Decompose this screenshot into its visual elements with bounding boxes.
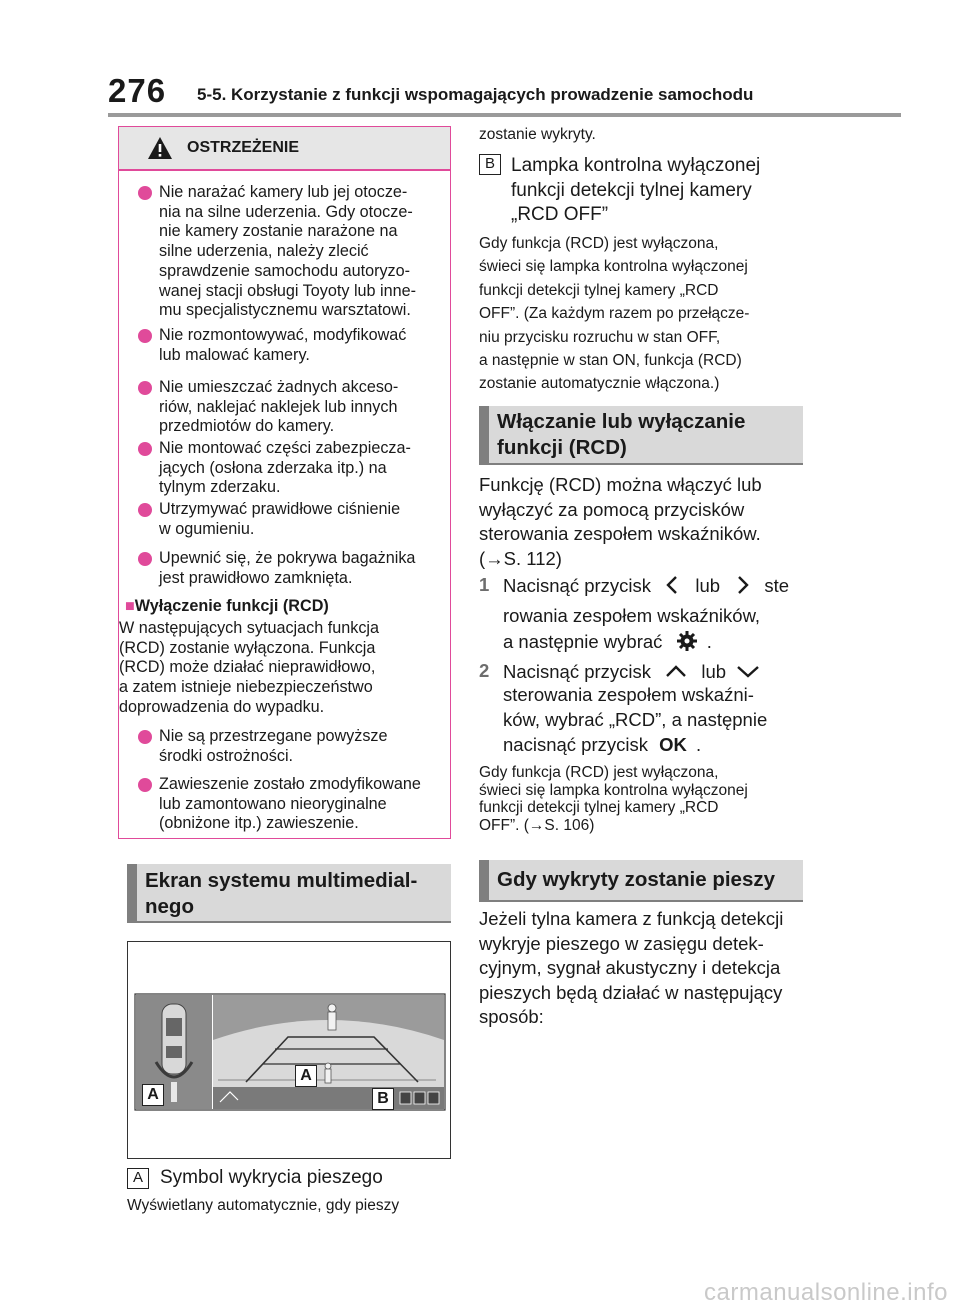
step-2-line-2: sterowania zespołem wskaźni- xyxy=(503,684,754,705)
figure-label-a-center: A xyxy=(295,1065,317,1087)
camera-view-illustration xyxy=(128,942,450,1158)
bullet-dot-icon xyxy=(138,778,152,792)
step-1-line-2: rowania zespołem wskaźników, xyxy=(503,605,761,626)
warning-header xyxy=(119,127,450,171)
item-b-description: Gdy funkcja (RCD) jest wyłączona, świeci się lampka kontrolna wyłączonej funkcji detekcji tylnej kamery „RCD OFF”. (Za każdym razem po przełącze- niu przycisku rozruchu w stan OFF, a następnie w stan ON, funkcja (RCD) zostanie automatycznie włączona.) xyxy=(479,235,750,393)
warning-bullet: Nie narażać kamery lub jej otocze- nia na silne uderzenia. Gdy otocze- nie kamery zostanie narażone na silne uderzenia, należy zlecić sprawdzenie samochodu autoryzo- wanej stacji obsługi Toyoty lub inne- mu specjalistycznemu warsztatowi. xyxy=(135,183,455,323)
page-number: 276 xyxy=(108,72,167,109)
item-b-title: Lampka kontrolna wyłączonej funkcji detekcji tylnej kamery „RCD OFF” xyxy=(511,155,761,225)
continuation-text: zostanie wykryty. xyxy=(479,126,596,143)
step-1-line-3: a następnie wybrać . xyxy=(503,631,712,652)
section-title: 5-5. Korzystanie z funkcji wspomagających prowadzenie samochodu xyxy=(197,85,754,104)
gear-icon xyxy=(676,630,698,652)
chevron-left-icon xyxy=(662,574,684,596)
warning-box: OSTRZEŻENIE Nie narażać kamery lub jej otocze- nia na silne uderzenia. Gdy otocze- nie kamery zostanie narażone na silne uderzenia, należy zlecić sprawdzenie samochodu autoryzo- wanej stacji obsługi Toyoty lub inne- mu specjalistycznemu warsztatowi. Nie rozmontowywać, modyfikować lub malować kamery. Nie umieszczać żadnych akceso- riów, naklejać naklejek lub innych przedmiotów do kamery. Nie montować części zabezpiecza- jących (osłona zderzaka itp.) na tylnym zderzaku. Utrzymywać prawidłowe ciśnienie w ogumieniu. Upewnić się, że pokrywa bagażnika jest prawidłowo zamknięta. ■Wyłączenie funkcji (RCD) W następujących sytuacjach funkcja (RCD) zostanie wyłączona. Funkcja (RCD) może działać nieprawidłowo, a zatem istnieje niebezpieczeństwo doprowadzenia do wypadku. Nie są przestrzegane powyższe środki ostrożności. Zawieszenie zostało zmodyfikowane lub zamontowano nieoryginalne (obniżone itp.) zawieszenie. xyxy=(118,126,451,839)
header-rule xyxy=(108,113,901,117)
section-heading-multimedia: Ekran systemu multimedial- nego xyxy=(127,864,451,923)
chevron-down-icon xyxy=(735,661,761,681)
item-label-a: A xyxy=(127,1168,149,1189)
item-a-description: Wyświetlany automatycznie, gdy pieszy xyxy=(127,1197,400,1214)
bullet-dot-icon xyxy=(138,730,152,744)
step-2-line-1: Nacisnąć przycisk lub xyxy=(503,660,765,685)
section-heading-pedestrian: Gdy wykryty zostanie pieszy xyxy=(479,860,803,902)
ok-button-icon: OK xyxy=(659,734,687,755)
watermark: carmanualsonline.info xyxy=(704,1279,948,1306)
warning-subheading: ■Wyłączenie funkcji (RCD) xyxy=(125,597,329,615)
bullet-dot-icon xyxy=(138,186,152,200)
warning-triangle-icon xyxy=(147,136,173,160)
square-bullet-icon: ■ xyxy=(125,597,135,615)
step-2-line-4: nacisnąć przycisk OK . xyxy=(503,734,702,755)
chevron-right-icon xyxy=(731,574,753,596)
chevron-up-icon xyxy=(664,661,688,681)
step-1-line-1: Nacisnąć przycisk lub ste xyxy=(503,575,789,596)
step-2-line-3: ków, wybrać „RCD”, a następnie xyxy=(503,709,768,730)
bullet-dot-icon xyxy=(138,503,152,517)
step-2-note: Gdy funkcja (RCD) jest wyłączona, świeci się lampka kontrolna wyłączonej funkcji detekcji tylnej kamery „RCD OFF”. (→S. 106) xyxy=(479,764,748,834)
warning-sub-paragraph: W następujących sytuacjach funkcja (RCD) zostanie wyłączona. Funkcja (RCD) może działać nieprawidłowo, a zatem istnieje niebezpieczeństwo doprowadzenia do wypadku. xyxy=(119,619,380,716)
figure-label-a-left: A xyxy=(142,1084,164,1106)
multimedia-screen-figure xyxy=(127,941,451,1159)
section-heading-rcd-toggle: Włączanie lub wyłączanie funkcji (RCD) xyxy=(479,406,803,465)
step-number: 2 xyxy=(479,660,490,681)
bullet-dot-icon xyxy=(138,329,152,343)
step-number: 1 xyxy=(479,574,490,595)
bullet-dot-icon xyxy=(138,381,152,395)
pedestrian-paragraph: Jeżeli tylna kamera z funkcją detekcji wykryje pieszego w zasięgu detek- cyjnym, sygnał akustyczny i detekcja pieszych będą działać w następujący sposób: xyxy=(479,908,784,1027)
figure-label-b: B xyxy=(372,1088,394,1110)
item-label-b: B xyxy=(479,154,501,175)
bullet-dot-icon xyxy=(138,552,152,566)
bullet-dot-icon xyxy=(138,442,152,456)
rcd-toggle-paragraph: Funkcję (RCD) można włączyć lub wyłączyć za pomocą przycisków sterowania zespołem wskaźników. (→S. 112) xyxy=(479,474,762,569)
item-a-title: Symbol wykrycia pieszego xyxy=(160,1167,383,1188)
warning-title: OSTRZEŻENIE xyxy=(187,139,300,156)
